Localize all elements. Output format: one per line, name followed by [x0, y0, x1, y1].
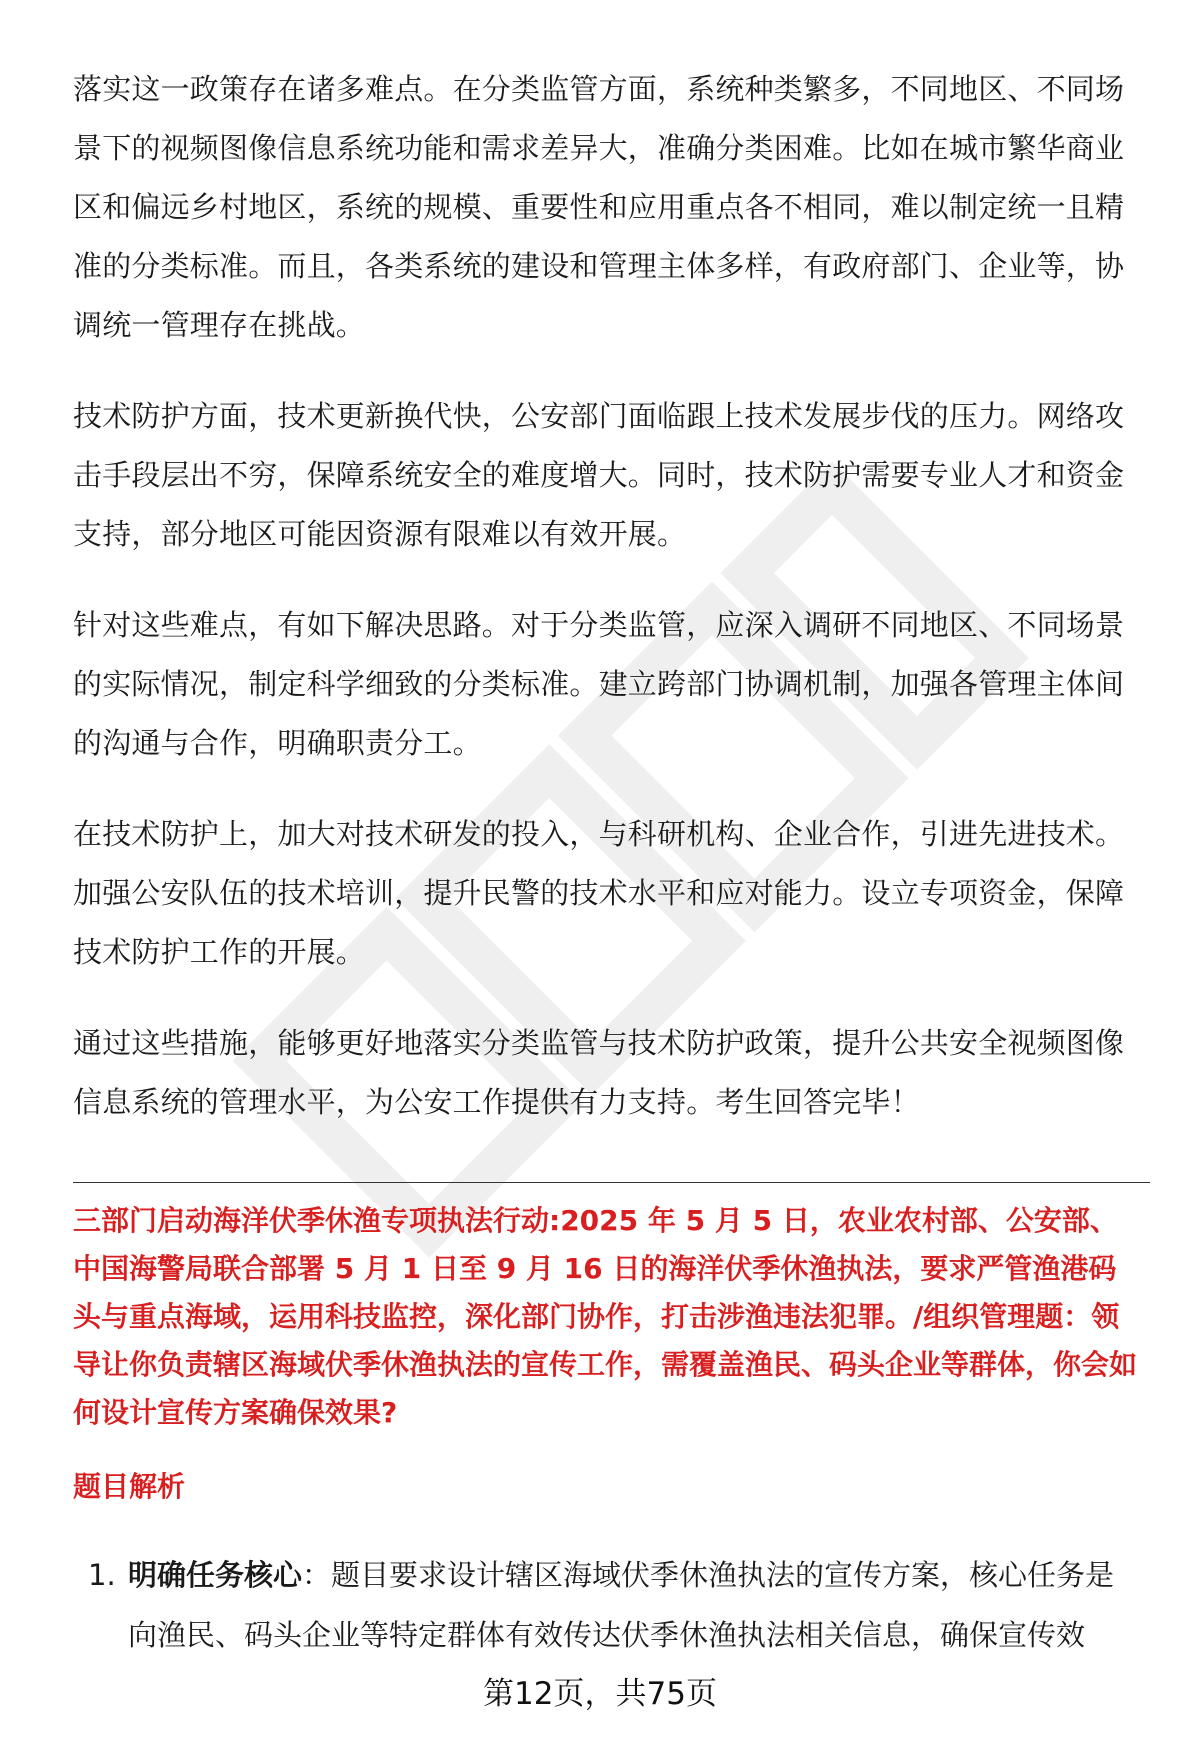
analysis-list: [73, 1545, 1143, 1665]
analysis-heading: 题目解析: [73, 1470, 186, 1503]
list-item-label: 明确任务核心: [128, 1558, 303, 1592]
paragraph-tech-measures: 在技术防护上，加大对技术研发的投入，与科研机构、企业合作，引进先进技术。加强公安队伍的技术培训，提升民警的技术水平和应对能力。设立专项资金，保障技术防护工作的开展。: [73, 817, 1125, 969]
list-item-text: ：题目要求设计辖区海域伏季休渔执法的宣传方案，核心任务是向渔民、码头企业等特定群体有效传达伏季休渔执法相关信息，确保宣传效: [128, 1558, 1115, 1652]
paragraph-solutions: 针对这些难点，有如下解决思路。对于分类监管，应深入调研不同地区、不同场景的实际情况，制定科学细致的分类标准。建立跨部门协调机制，加强各管理主体间的沟通与合作，明确职责分工。: [73, 608, 1125, 760]
question-text: 三部门启动海洋伏季休渔专项执法行动:2025 年 5 月 5 日，农业农村部、公安部、中国海警局联合部署 5 月 1 日至 9 月 16 日的海洋伏季休渔执法，要求严管渔港码头与重点海域，运用科技监控，深化部门协作，打击涉渔违法犯罪。/组织管理题：领导让你负责辖区海域伏季休渔执法的宣传工作，需覆盖渔民、码头企业等群体，你会如何设计宣传方案确保效果?: [73, 1204, 1138, 1429]
list-item: [73, 1545, 1143, 1665]
paragraph-conclusion: 通过这些措施，能够更好地落实分类监管与技术防护政策，提升公共安全视频图像信息系统的管理水平，为公安工作提供有力支持。考生回答完毕！: [73, 1026, 1125, 1119]
section-divider: [73, 1182, 1150, 1183]
paragraph-tech-protection: 技术防护方面，技术更新换代快，公安部门面临跟上技术发展步伐的压力。网络攻击手段层出不穷，保障系统安全的难度增大。同时，技术防护需要专业人才和资金支持，部分地区可能因资源有限难以有效开展。: [73, 399, 1125, 551]
page-footer: 第12页，共75页: [483, 1676, 717, 1712]
list-number: 1.: [88, 1558, 116, 1592]
document-body: [73, 60, 1143, 1665]
paragraph-difficulties: 落实这一政策存在诸多难点。在分类监管方面，系统种类繁多，不同地区、不同场景下的视频图像信息系统功能和需求差异大，准确分类困难。比如在城市繁华商业区和偏远乡村地区，系统的规模、重要性和应用重点各不相同，难以制定统一且精准的分类标准。而且，各类系统的建设和管理主体多样，有政府部门、企业等，协调统一管理存在挑战。: [73, 72, 1125, 342]
